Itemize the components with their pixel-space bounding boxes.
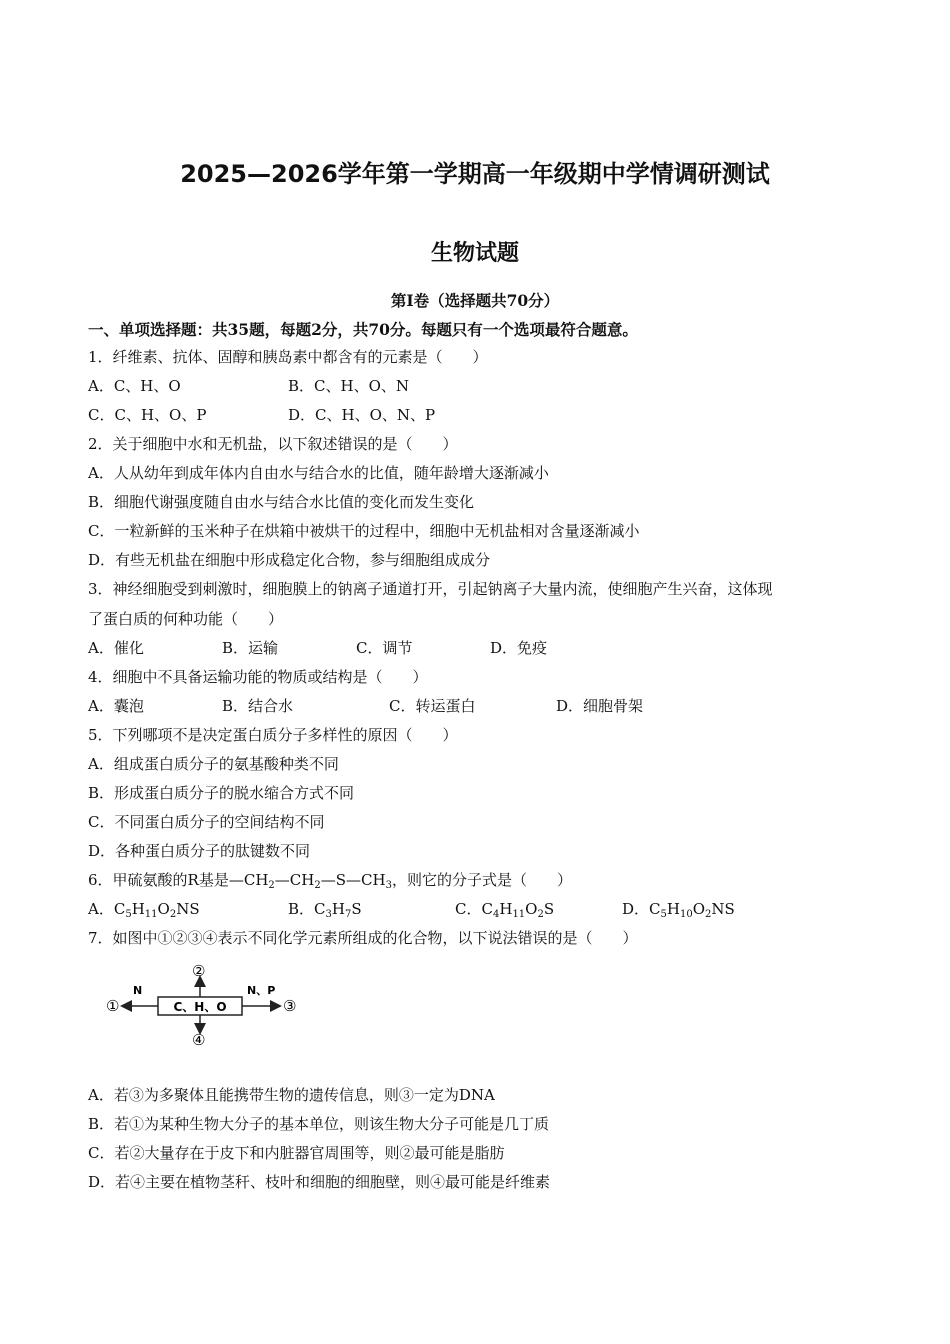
q1-option-b: B．C、H、O、N	[288, 377, 410, 395]
element-box-label: C、H、O	[173, 1000, 227, 1014]
compound-1-label: ①	[106, 997, 120, 1015]
q5-option-b: B．形成蛋白质分子的脱水缩合方式不同	[88, 784, 355, 802]
q4-option-d: D．细胞骨架	[556, 697, 644, 715]
q2-stem: 2．关于细胞中水和无机盐，以下叙述错误的是（ ）	[88, 435, 458, 453]
left-arrow-label: N	[133, 984, 143, 997]
compound-2-label: ②	[192, 962, 206, 980]
q5-stem: 5．下列哪项不是决定蛋白质分子多样性的原因（ ）	[88, 726, 458, 744]
compound-diagram	[105, 962, 315, 1047]
q7-option-c: C．若②大量存在于皮下和内脏器官周围等，则②最可能是脂肪	[88, 1144, 505, 1162]
right-arrow-label: N、P	[247, 984, 276, 997]
q4-option-b: B．结合水	[222, 697, 294, 715]
q3-stem-continued: 了蛋白质的何种功能（ ）	[88, 610, 284, 628]
section-heading: 一、单项选择题：共35题，每题2分，共70分。每题只有一个选项最符合题意。	[88, 320, 638, 339]
q5-option-d: D．各种蛋白质分子的肽键数不同	[88, 842, 311, 860]
q7-option-a: A．若③为多聚体且能携带生物的遗传信息，则③一定为DNA	[88, 1086, 495, 1104]
q1-option-c: C．C、H、O、P	[88, 406, 207, 424]
q6-option-c: C．$C_4H_{11}O_2S$	[455, 900, 555, 920]
q7-option-d: D．若④主要在植物茎秆、枝叶和细胞的细胞壁，则④最可能是纤维素	[88, 1173, 551, 1191]
q2-option-c: C．一粒新鲜的玉米种子在烘箱中被烘干的过程中，细胞中无机盐相对含量逐渐减小	[88, 522, 640, 540]
q1-stem: 1．纤维素、抗体、固醇和胰岛素中都含有的元素是（ ）	[88, 348, 488, 366]
q3-option-b: B．运输	[222, 639, 279, 657]
q3-stem: 3．神经细胞受到刺激时，细胞膜上的钠离子通道打开，引起钠离子大量内流，使细胞产生兴奋，这体现	[88, 580, 773, 598]
q5-option-c: C．不同蛋白质分子的空间结构不同	[88, 813, 325, 831]
q4-stem: 4．细胞中不具备运输功能的物质或结构是（ ）	[88, 668, 428, 686]
q7-stem: 7．如图中①②③④表示不同化学元素所组成的化合物，以下说法错误的是（ ）	[88, 929, 638, 947]
q6-option-a: A．$C_5H_{11}O_2NS$	[88, 900, 200, 920]
q6-option-b: B．$C_3H_7S$	[288, 900, 362, 920]
compound-3-label: ③	[283, 997, 297, 1015]
q3-option-c: C．调节	[356, 639, 413, 657]
q2-option-b: B．细胞代谢强度随自由水与结合水比值的变化而发生变化	[88, 493, 475, 511]
q1-option-d: D．C、H、O、N、P	[288, 406, 436, 424]
exam-subtitle: 生物试题	[430, 241, 519, 266]
q1-option-a: A．C、H、O	[88, 377, 181, 395]
exam-title: 2025—2026学年第一学期高一年级期中学情调研测试	[180, 160, 770, 188]
q2-option-a: A．人从幼年到成年体内自由水与结合水的比值，随年龄增大逐渐减小	[88, 464, 549, 482]
volume-heading: 第I卷（选择题共70分）	[390, 291, 560, 310]
q5-option-a: A．组成蛋白质分子的氨基酸种类不同	[88, 755, 339, 773]
q3-option-d: D．免疫	[490, 639, 548, 657]
q3-option-a: A．催化	[88, 639, 144, 657]
q6-option-d: D．$C_5H_{10}O_2NS$	[622, 900, 735, 920]
q4-option-c: C．转运蛋白	[389, 697, 476, 715]
q4-option-a: A．囊泡	[88, 697, 144, 715]
q7-option-b: B．若①为某种生物大分子的基本单位，则该生物大分子可能是几丁质	[88, 1115, 550, 1133]
q2-option-d: D．有些无机盐在细胞中形成稳定化合物，参与细胞组成成分	[88, 551, 491, 569]
compound-4-label: ④	[192, 1031, 206, 1047]
q6-stem: 6．甲硫氨酸的R基是$—CH_2—CH_2—S—CH_3$，则它的分子式是（ ）	[88, 871, 572, 891]
